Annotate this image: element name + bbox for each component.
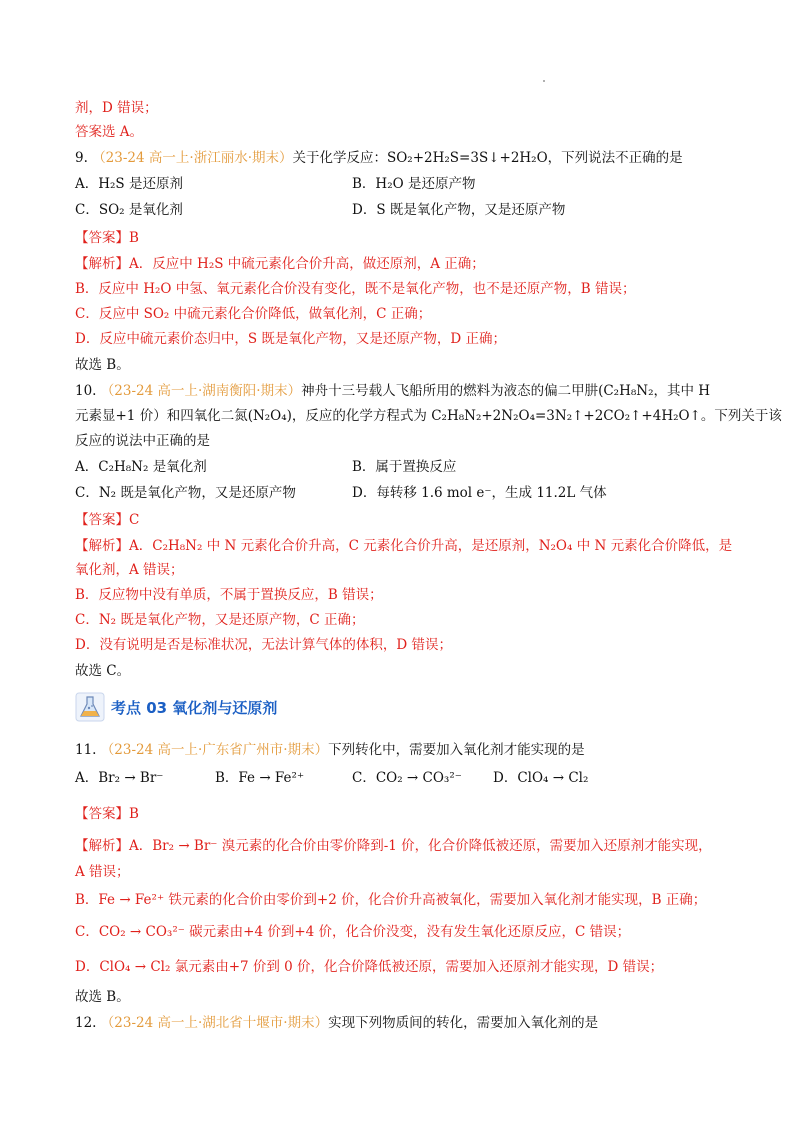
question-text: 下列转化中，需要加入氧化剂才能实现的是 <box>328 742 585 758</box>
explanation-a-cont: 氧化剂，A 错误； <box>75 562 184 578</box>
question-source: （23-24 高一上·湖北省十堰市·期末） <box>100 1015 329 1031</box>
question-number: 9. <box>75 150 88 166</box>
question-9-stem <box>75 148 740 168</box>
question-number: 12. <box>75 1015 97 1031</box>
option-d: D．每转移 1.6 mol e⁻，生成 11.2L 气体 <box>352 485 607 501</box>
question-10-stem <box>75 381 740 401</box>
final-answer: 故选 B。 <box>75 989 130 1005</box>
question-11-stem <box>75 740 740 760</box>
explanation-c: C．CO₂ → CO₃²⁻ 碳元素由+4 价到+4 价，化合价没变，没有发生氧化还原反应，C 错误； <box>75 924 631 940</box>
option-d: D．ClO₄ → Cl₂ <box>493 770 589 786</box>
explanation-b: B．反应物中没有单质，不属于置换反应，B 错误； <box>75 587 383 603</box>
flask-icon <box>75 692 105 722</box>
option-a: A．Br₂ → Br⁻ <box>75 770 164 786</box>
question-source: （23-24 高一上·浙江丽水·期末） <box>92 150 293 166</box>
option-a: A．H₂S 是还原剂 <box>75 176 183 192</box>
explanation-c: C．N₂ 既是氧化产物，又是还原产物，C 正确； <box>75 612 365 628</box>
option-a: A．C₂H₈N₂ 是氧化剂 <box>75 459 207 475</box>
option-d: D．S 既是氧化产物，又是还原产物 <box>352 202 566 218</box>
question-12-stem <box>75 1013 740 1033</box>
answer-label: 【答案】B <box>75 230 139 246</box>
explanation-c: C．反应中 SO₂ 中硫元素化合价降低，做氧化剂，C 正确； <box>75 306 432 322</box>
question-number: 11. <box>75 742 97 758</box>
explanation-d: D．没有说明是否是标准状况，无法计算气体的体积，D 错误； <box>75 637 452 653</box>
final-answer: 故选 B。 <box>75 357 130 373</box>
explanation-d: D．反应中硫元素价态归中，S 既是氧化产物，又是还原产物，D 正确； <box>75 331 506 347</box>
prev-explanation-tail: 剂，D 错误； <box>75 100 158 116</box>
explanation-b: B．Fe → Fe²⁺ 铁元素的化合价由零价到+2 价，化合价升高被氧化，需要加入氧化剂才能实现，B 正确； <box>75 892 707 908</box>
option-b: B．属于置换反应 <box>352 459 457 475</box>
section-title: 考点 03 氧化剂与还原剂 <box>111 698 278 717</box>
question-text-line2: 元素显+1 价）和四氧化二氮(N₂O₄)，反应的化学方程式为 C₂H₈N₂+2N₂O₄=3N₂↑+2CO₂↑+4H₂O↑。下列关于该 <box>75 408 782 424</box>
option-c: C．SO₂ 是氧化剂 <box>75 202 183 218</box>
explanation-a: 【解析】A．Br₂ → Br⁻ 溴元素的化合价由零价降到-1 价，化合价降低被还原，需要加入还原剂才能实现， <box>75 838 712 854</box>
answer-label: 【答案】B <box>75 806 139 822</box>
question-text: 神舟十三号载人飞船所用的燃料为液态的偏二甲肼(C₂H₈N₂，其中 H <box>301 383 711 399</box>
explanation-b: B．反应中 H₂O 中氢、氧元素化合价没有变化，既不是氧化产物，也不是还原产物，B 错误； <box>75 281 636 297</box>
question-text: 实现下列物质间的转化，需要加入氧化剂的是 <box>328 1015 599 1031</box>
question-source: （23-24 高一上·广东省广州市·期末） <box>100 742 329 758</box>
answer-label: 【答案】C <box>75 512 140 528</box>
option-c: C．CO₂ → CO₃²⁻ <box>352 770 462 786</box>
question-text: 关于化学反应：SO₂+2H₂S=3S↓+2H₂O，下列说法不正确的是 <box>292 150 683 166</box>
explanation-a: 【解析】A．反应中 H₂S 中硫元素化合价升高，做还原剂，A 正确； <box>75 256 485 272</box>
explanation-a: 【解析】A．C₂H₈N₂ 中 N 元素化合价升高，C 元素化合价升高，是还原剂，N₂O₄ 中 N 元素化合价降低，是 <box>75 538 733 554</box>
question-number: 10. <box>75 383 97 399</box>
scan-dot <box>543 80 545 82</box>
question-source: （23-24 高一上·湖南衡阳·期末） <box>100 383 302 399</box>
option-b: B．H₂O 是还原产物 <box>352 176 476 192</box>
question-text-line3: 反应的说法中正确的是 <box>75 433 210 449</box>
option-c: C．N₂ 既是氧化产物，又是还原产物 <box>75 485 296 501</box>
explanation-d: D．ClO₄ → Cl₂ 氯元素由+7 价到 0 价，化合价降低被还原，需要加入还原剂才能实现，D 错误； <box>75 959 664 975</box>
prev-answer-summary: 答案选 A。 <box>75 124 144 140</box>
option-b: B．Fe → Fe²⁺ <box>215 770 305 786</box>
section-header <box>75 692 277 722</box>
final-answer: 故选 C。 <box>75 663 131 679</box>
explanation-a-cont: A 错误； <box>75 864 130 880</box>
